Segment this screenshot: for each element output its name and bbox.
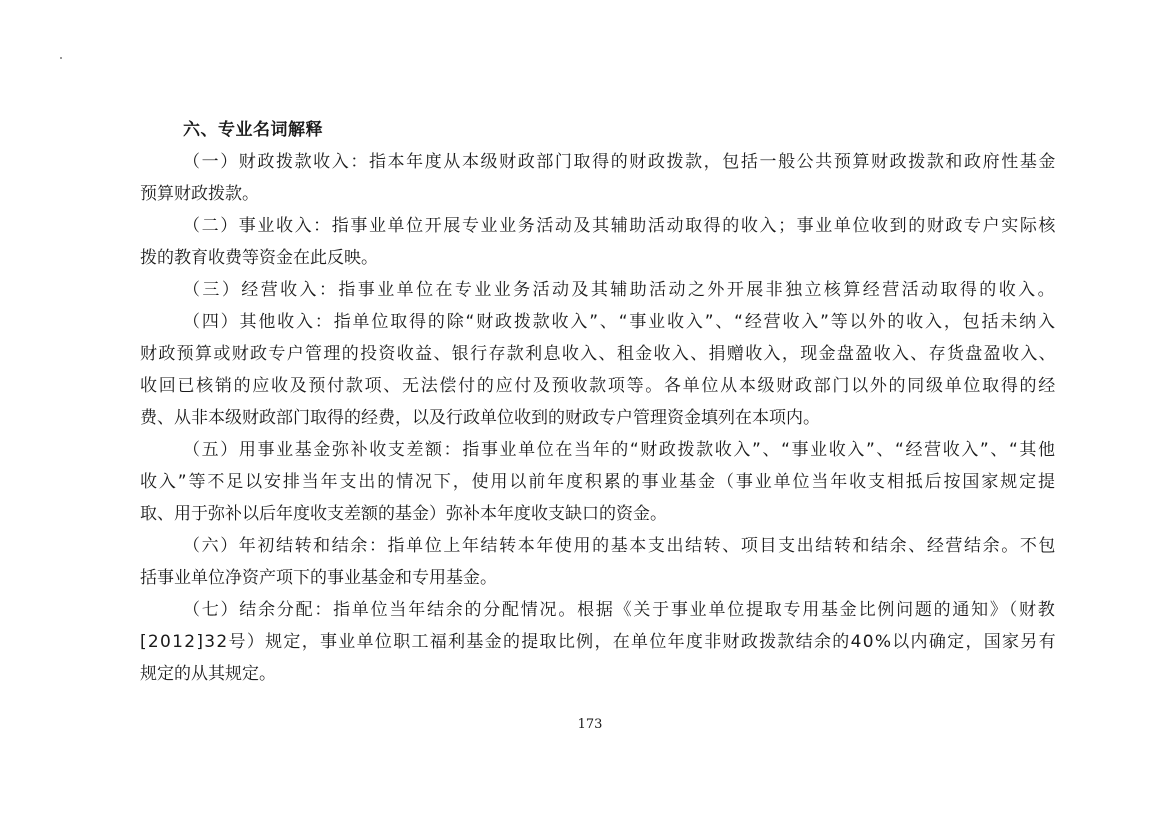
page-number: 173 [577,717,603,732]
definition-4-line-1: （四）其他收入：指单位取得的除“财政拨款收入”、“事业收入”、“经营收入”等以外的收入，包括未纳入 [183,312,1057,332]
definition-5-line-3: 取、用于弥补以后年度收支差额的基金）弥补本年度收支缺口的资金。 [140,504,667,524]
definition-1-line-1: （一）财政拨款收入：指本年度从本级财政部门取得的财政拨款，包括一般公共预算财政拨款和政府性基金 [183,152,1058,172]
definition-6-line-2: 括事业单位净资产项下的事业基金和专用基金。 [140,568,497,588]
definition-4-line-2: 财政预算或财政专户管理的投资收益、银行存款利息收入、租金收入、捐赠收入，现金盘盈收入、存货盘盈收入、 [140,344,1057,364]
definition-5-line-2: 收入”等不足以安排当年支出的情况下，使用以前年度积累的事业基金（事业单位当年收支相抵后按国家规定提 [140,472,1057,492]
definition-1-line-2: 预算财政拨款。 [140,184,259,204]
definition-6-line-1: （六）年初结转和结余：指单位上年结转本年使用的基本支出结转、项目支出结转和结余、经营结余。不包 [183,536,1058,556]
definition-5-line-1: （五）用事业基金弥补收支差额：指事业单位在当年的“财政拨款收入”、“事业收入”、“经营收入”、“其他 [183,440,1057,460]
definition-7-line-1: （七）结余分配：指单位当年结余的分配情况。根据《关于事业单位提取专用基金比例问题的通知》（财教 [183,600,1057,620]
definition-4-line-3: 收回已核销的应收及预付款项、无法偿付的应付及预收款项等。各单位从本级财政部门以外的同级单位取得的经 [140,376,1057,396]
definition-2-line-1: （二）事业收入：指事业单位开展专业业务活动及其辅助活动取得的收入；事业单位收到的财政专户实际核 [183,216,1058,236]
definition-7-line-3: 规定的从其规定。 [140,664,276,684]
definition-2-line-2: 拨的教育收费等资金在此反映。 [140,248,378,268]
section-title: 六、专业名词解释 [183,120,323,140]
definition-4-line-4: 费、从非本级财政部门取得的经费，以及行政单位收到的财政专户管理资金填列在本项内。 [140,408,820,428]
scan-speck [60,57,62,59]
definition-3-line-1: （三）经营收入：指事业单位在专业业务活动及其辅助活动之外开展非独立核算经营活动取得的收入。 [183,280,1057,300]
definition-7-line-2: [2012]32号）规定，事业单位职工福利基金的提取比例，在单位年度非财政拨款结余的40%以内确定，国家另有 [140,632,1057,652]
